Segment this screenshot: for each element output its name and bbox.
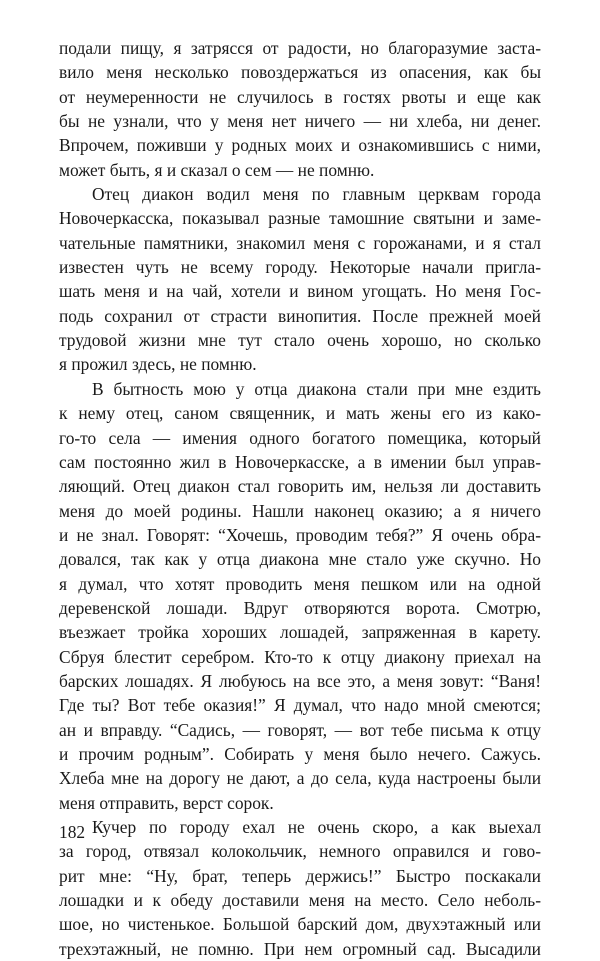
text-line: и прочим родным”. Собирать у меня было нечего. Сажусь. [59,743,541,764]
page-number: 182 [59,822,86,842]
text-line: Впрочем, поживши у родных моих и ознакомившись с ними, [59,135,541,156]
text-line: трехэтажный, не помню. При нем огромный сад. Высадили [59,938,541,959]
text-line: Кучер по городу ехал не очень скоро, а как выехал [92,817,541,837]
text-line: сам постоянно жил в Новочеркасске, а в имении был управ- [59,451,541,472]
text-line: подь сохранил от страсти винопития. После прежней моей [59,305,541,326]
text-line: бы не узнали, что у меня нет ничего — ни хлеба, ни денег. [59,111,541,132]
text-line: деревенской лошади. Вдруг отворяются ворота. Смотрю, [59,597,541,618]
text-line: лошадки и к обеду доставили меня на место. Село неболь- [59,890,541,911]
text-line: меня до моей родины. Нашли наконец оказию; а я ничего [59,500,541,521]
text-line: ляющий. Отец диакон стал говорить им, нельзя ли доставить [59,476,541,497]
text-line: вило меня несколько повоздержаться из опасения, как бы [59,62,541,83]
text-line: я прожил здесь, не помню. [59,354,257,375]
text-line: В бытность мою у отца диакона стали при мне ездить [92,378,541,399]
text-line: чательные памятники, знакомил меня с горожанами, и я стал [59,232,541,253]
text-line: подали пищу, я затрясся от радости, но благоразумие заста- [59,38,541,58]
text-line: рит мне: “Ну, брат, теперь держись!” Быстро поскакали [59,865,541,886]
text-line: может быть, я и сказал о сем — не помню. [59,159,375,180]
text-line: ан и вправду. “Садись, — говорят, — вот тебе письма к отцу [59,719,541,740]
text-line: шое, но чистенькое. Большой барский дом, двухэтажный или [59,914,541,935]
paragraph [59,36,541,182]
text-line: въезжает тройка хороших лошадей, запряженная в карету. [59,622,541,643]
paragraph [59,377,541,815]
paragraph [59,815,541,961]
text-line: за город, отвязал колокольчик, немного оправился и гово- [59,841,541,862]
text-line: Отец диакон водил меня по главным церквам города [92,184,541,205]
text-line: Новочеркасска, показывал разные тамошние святыни и заме- [59,208,541,229]
text-line: трудовой жизни мне тут стало очень хорошо, но сколько [59,330,541,351]
text-line: Где ты? Вот тебе оказия!” Я думал, что надо мной смеются; [59,695,541,716]
text-line: шать меня и на чай, хотели и вином угощать. Но меня Гос- [59,281,541,302]
page-body [59,36,541,961]
text-line: го-то села — имения одного богатого помещика, который [59,427,541,448]
text-line: довался, так как у отца диакона мне стало уже скучно. Но [59,549,541,570]
text-line: барских лошадях. Я любуюсь на все это, а меня зовут: “Ваня! [59,670,541,691]
text-line: Хлеба мне на дорогу не дают, а до села, куда настроены были [59,768,541,789]
text-line: к нему отец, саном священник, и мать жены его из како- [59,403,541,424]
paragraph [59,182,541,377]
text-line: Сбруя блестит серебром. Кто-то к отцу диакону приехал на [59,646,541,667]
text-line: меня отправить, верст сорок. [59,792,274,813]
text-line: и не знал. Говорят: “Хочешь, проводим тебя?” Я очень обра- [59,524,541,545]
text-line: известен чуть не всему городу. Некоторые начали пригла- [59,257,541,278]
text-line: я думал, что хотят проводить меня пешком или на одной [59,573,541,594]
text-line: от неумеренности не случилось в гостях рвоты и еще как [59,86,541,107]
